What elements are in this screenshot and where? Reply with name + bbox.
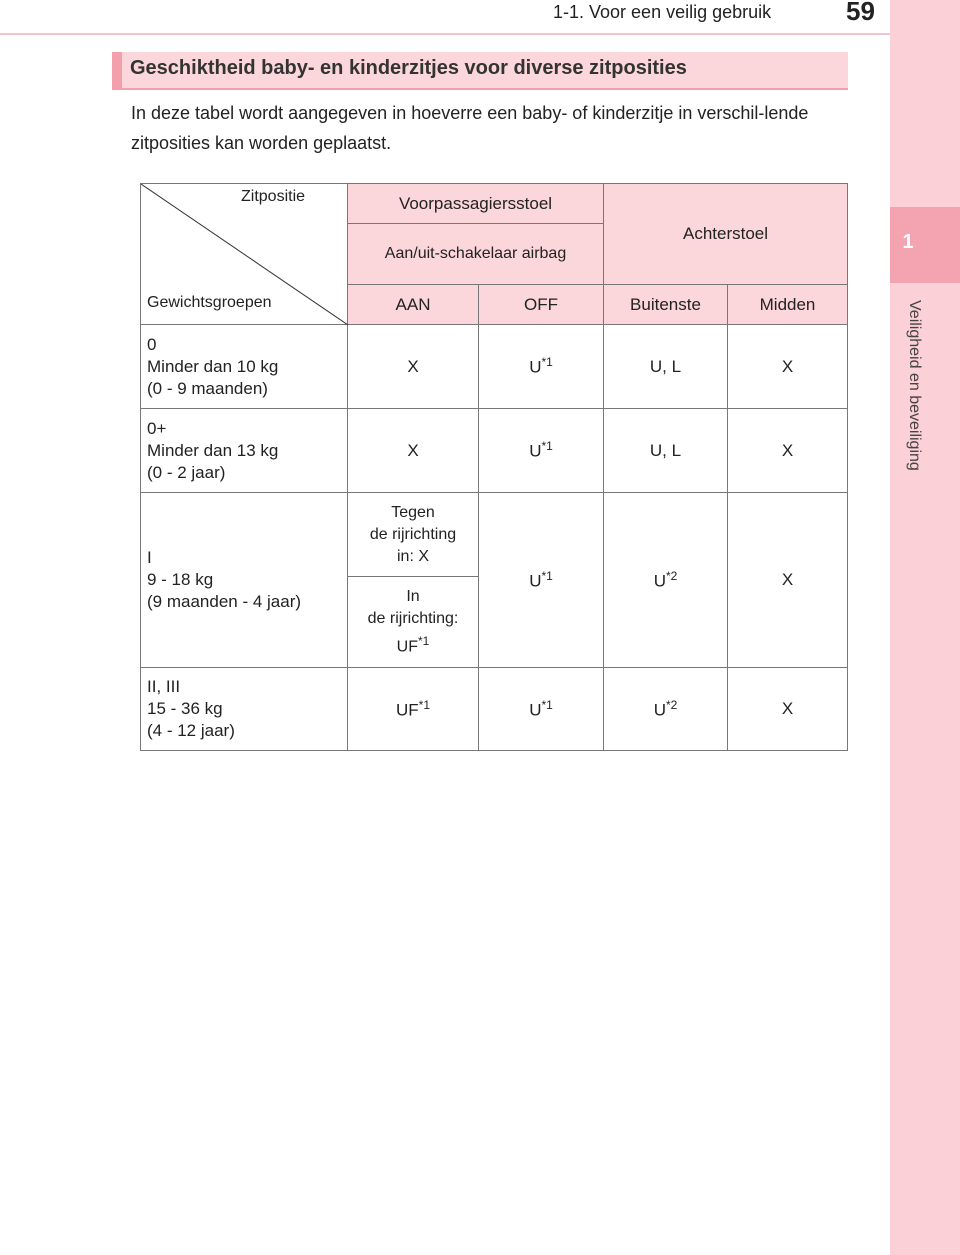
cell-value: U: [653, 571, 666, 591]
cell-line: Tegen: [391, 503, 435, 521]
header-airbag-switch: [348, 224, 604, 285]
running-header: 1-1. Voor een veilig gebruik: [553, 2, 772, 22]
cell-off: [479, 668, 604, 751]
cell-value: U: [529, 700, 542, 720]
page-number: 59: [846, 0, 875, 26]
table-row: [141, 409, 848, 493]
cell-value: UF: [396, 638, 418, 656]
cell-off: [479, 409, 604, 493]
col-middle: Midden: [728, 285, 848, 325]
footnote-ref: *1: [417, 633, 430, 648]
group-cell: [141, 668, 348, 751]
footnote-ref: *1: [541, 568, 553, 583]
intro-paragraph: In deze tabel wordt aangegeven in hoeverre een baby- of kinderzitje in verschil-lende zitposities kan worden geplaatst.: [131, 103, 809, 153]
col-off: OFF: [479, 285, 604, 325]
footnote-ref: *1: [541, 355, 553, 370]
footnote-ref: *1: [541, 697, 553, 712]
header-rear-seat: Achterstoel: [604, 184, 848, 285]
cell-off: [479, 493, 604, 668]
cell-line: de rijrichting:: [367, 609, 459, 627]
chapter-number: 1: [902, 231, 914, 253]
cell-on-forward-facing: [348, 577, 479, 668]
cell-line: in: X: [396, 547, 429, 565]
cell-value: U: [529, 357, 542, 377]
cell-on: X: [348, 325, 479, 409]
cell-line: [348, 630, 478, 658]
cell-line: In: [406, 587, 420, 605]
cell-on-rear-facing: [348, 493, 479, 577]
cell-value: U: [529, 441, 542, 461]
cell-middle: X: [728, 668, 848, 751]
chapter-label: Veiligheid en beveiliging: [906, 300, 923, 471]
section-title: Geschiktheid baby- en kinderzitjes voor diverse zitposities: [130, 57, 687, 79]
table-row: [141, 493, 848, 577]
seat-suitability-table: [140, 183, 848, 751]
table-row: [141, 668, 848, 751]
group-weight: Minder dan 10 kg: [147, 356, 279, 376]
group-id: 0: [147, 334, 157, 354]
footnote-ref: *2: [665, 568, 678, 583]
group-id: I: [147, 548, 152, 567]
footnote-ref: *1: [541, 439, 553, 454]
cell-middle: X: [728, 409, 848, 493]
cell-on: X: [348, 409, 479, 493]
group-id: 0+: [147, 418, 167, 438]
airbag-switch-label: Aan/uit-schakelaar airbag: [384, 245, 567, 262]
group-age: (0 - 2 jaar): [147, 462, 226, 482]
corner-header-cell: [141, 184, 348, 325]
group-cell: [141, 409, 348, 493]
cell-middle: X: [728, 493, 848, 668]
cell-outer: U, L: [604, 325, 728, 409]
corner-label-weight-groups: Gewichtsgroepen: [147, 294, 272, 311]
group-age: (4 - 12 jaar): [147, 721, 235, 740]
header-rule: [0, 33, 890, 35]
section-title-bar: [112, 52, 848, 90]
footnote-ref: *2: [665, 697, 678, 712]
group-weight: Minder dan 13 kg: [147, 440, 279, 460]
chapter-tab[interactable]: [890, 207, 960, 283]
col-on: AAN: [348, 285, 479, 325]
group-age: (0 - 9 maanden): [147, 378, 268, 398]
group-weight: 9 - 18 kg: [147, 570, 214, 589]
cell-on: [348, 668, 479, 751]
chapter-sidebar: [890, 0, 960, 1255]
group-cell: [141, 325, 348, 409]
group-cell: [141, 493, 348, 668]
cell-off: [479, 325, 604, 409]
group-id: II, III: [147, 677, 181, 696]
cell-outer: [604, 668, 728, 751]
corner-label-seat-position: Zitpositie: [241, 188, 306, 205]
cell-value: U: [529, 571, 542, 591]
header-front-passenger: Voorpassagiersstoel: [348, 184, 604, 224]
col-outer: Buitenste: [604, 285, 728, 325]
cell-value: UF: [395, 700, 419, 720]
group-age: (9 maanden - 4 jaar): [147, 592, 302, 611]
cell-outer: U, L: [604, 409, 728, 493]
group-weight: 15 - 36 kg: [147, 699, 223, 718]
cell-outer: [604, 493, 728, 668]
cell-value: U: [653, 700, 666, 720]
cell-line: de rijrichting: [369, 525, 457, 543]
footnote-ref: *1: [418, 697, 430, 712]
cell-middle: X: [728, 325, 848, 409]
table-row: [141, 325, 848, 409]
